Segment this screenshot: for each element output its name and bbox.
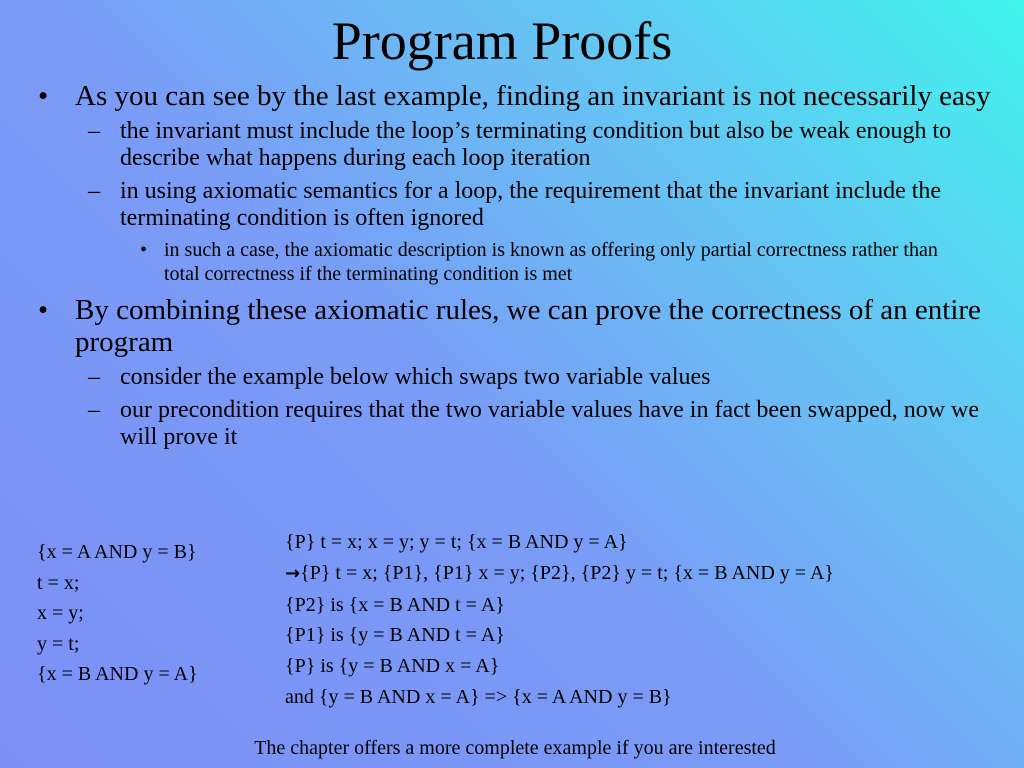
bullet-list (0, 80, 1024, 457)
bullet-dash: – (88, 178, 100, 204)
proof-line: {P2} is {x = B AND t = A} (285, 593, 505, 616)
sub-bullet-1-2 (0, 178, 1024, 232)
program-line: x = y; (37, 602, 84, 624)
bullet-2 (0, 294, 1024, 358)
bullet-dash: – (88, 397, 100, 423)
program-code-block (37, 537, 198, 690)
sub-bullet-2-1 (0, 364, 1024, 391)
bullet-1 (0, 80, 1024, 112)
program-line: y = t; (37, 632, 80, 655)
program-line: t = x; (37, 571, 80, 594)
sub-bullet-text: in using axiomatic semantics for a loop, the requirement that the invariant include the terminating condition is often ignored (120, 178, 942, 231)
proof-line: and {y = B AND x = A} => {x = A AND y = B} (285, 685, 672, 708)
sub-bullet-text: the invariant must include the loop’s terminating condition but also be weak enough to describe what happens during each loop iteration (120, 118, 952, 171)
sub-bullet-text: consider the example below which swaps two variable values (120, 364, 711, 390)
bullet-text: By combining these axiomatic rules, we can prove the correctness of an entire program (75, 294, 981, 358)
sub-bullet-1-1 (0, 118, 1024, 172)
footer-note: The chapter offers a more complete example if you are interested (254, 737, 776, 759)
proof-line: {P} is {y = B AND x = A} (285, 655, 500, 678)
program-line: {x = B AND y = A} (37, 663, 198, 685)
sub-bullet-2-2 (0, 397, 1024, 451)
proof-block (285, 527, 834, 713)
proof-line: {P} t = x; x = y; y = t; {x = B AND y = A} (285, 531, 628, 553)
proof-line: {P1} is {y = B AND t = A} (285, 624, 505, 647)
program-line: {x = A AND y = B} (37, 541, 197, 563)
bullet-dot: • (38, 294, 49, 326)
proof-line-text: {P} t = x; {P1}, {P1} x = y; {P2}, {P2} y = t; {x = B AND y = A} (300, 561, 834, 584)
sub-sub-bullet-1-2-1 (0, 238, 1024, 286)
bullet-dash: – (88, 118, 100, 144)
bullet-dash: – (88, 364, 100, 390)
bullet-text: As you can see by the last example, finding an invariant is not necessarily easy (75, 80, 991, 112)
slide-title: Program Proofs (331, 11, 673, 71)
bullet-dot: • (38, 80, 49, 112)
bullet-dot: • (140, 239, 148, 261)
sub-sub-bullet-text: in such a case, the axiomatic description is known as offering only partial correctness rather than total correctness if the terminating condition is met (164, 239, 938, 285)
right-arrow-icon: → (285, 562, 301, 584)
sub-bullet-text: our precondition requires that the two variable values have in fact been swapped, now we will prove it (120, 397, 980, 450)
proof-line-with-arrow (285, 558, 834, 590)
